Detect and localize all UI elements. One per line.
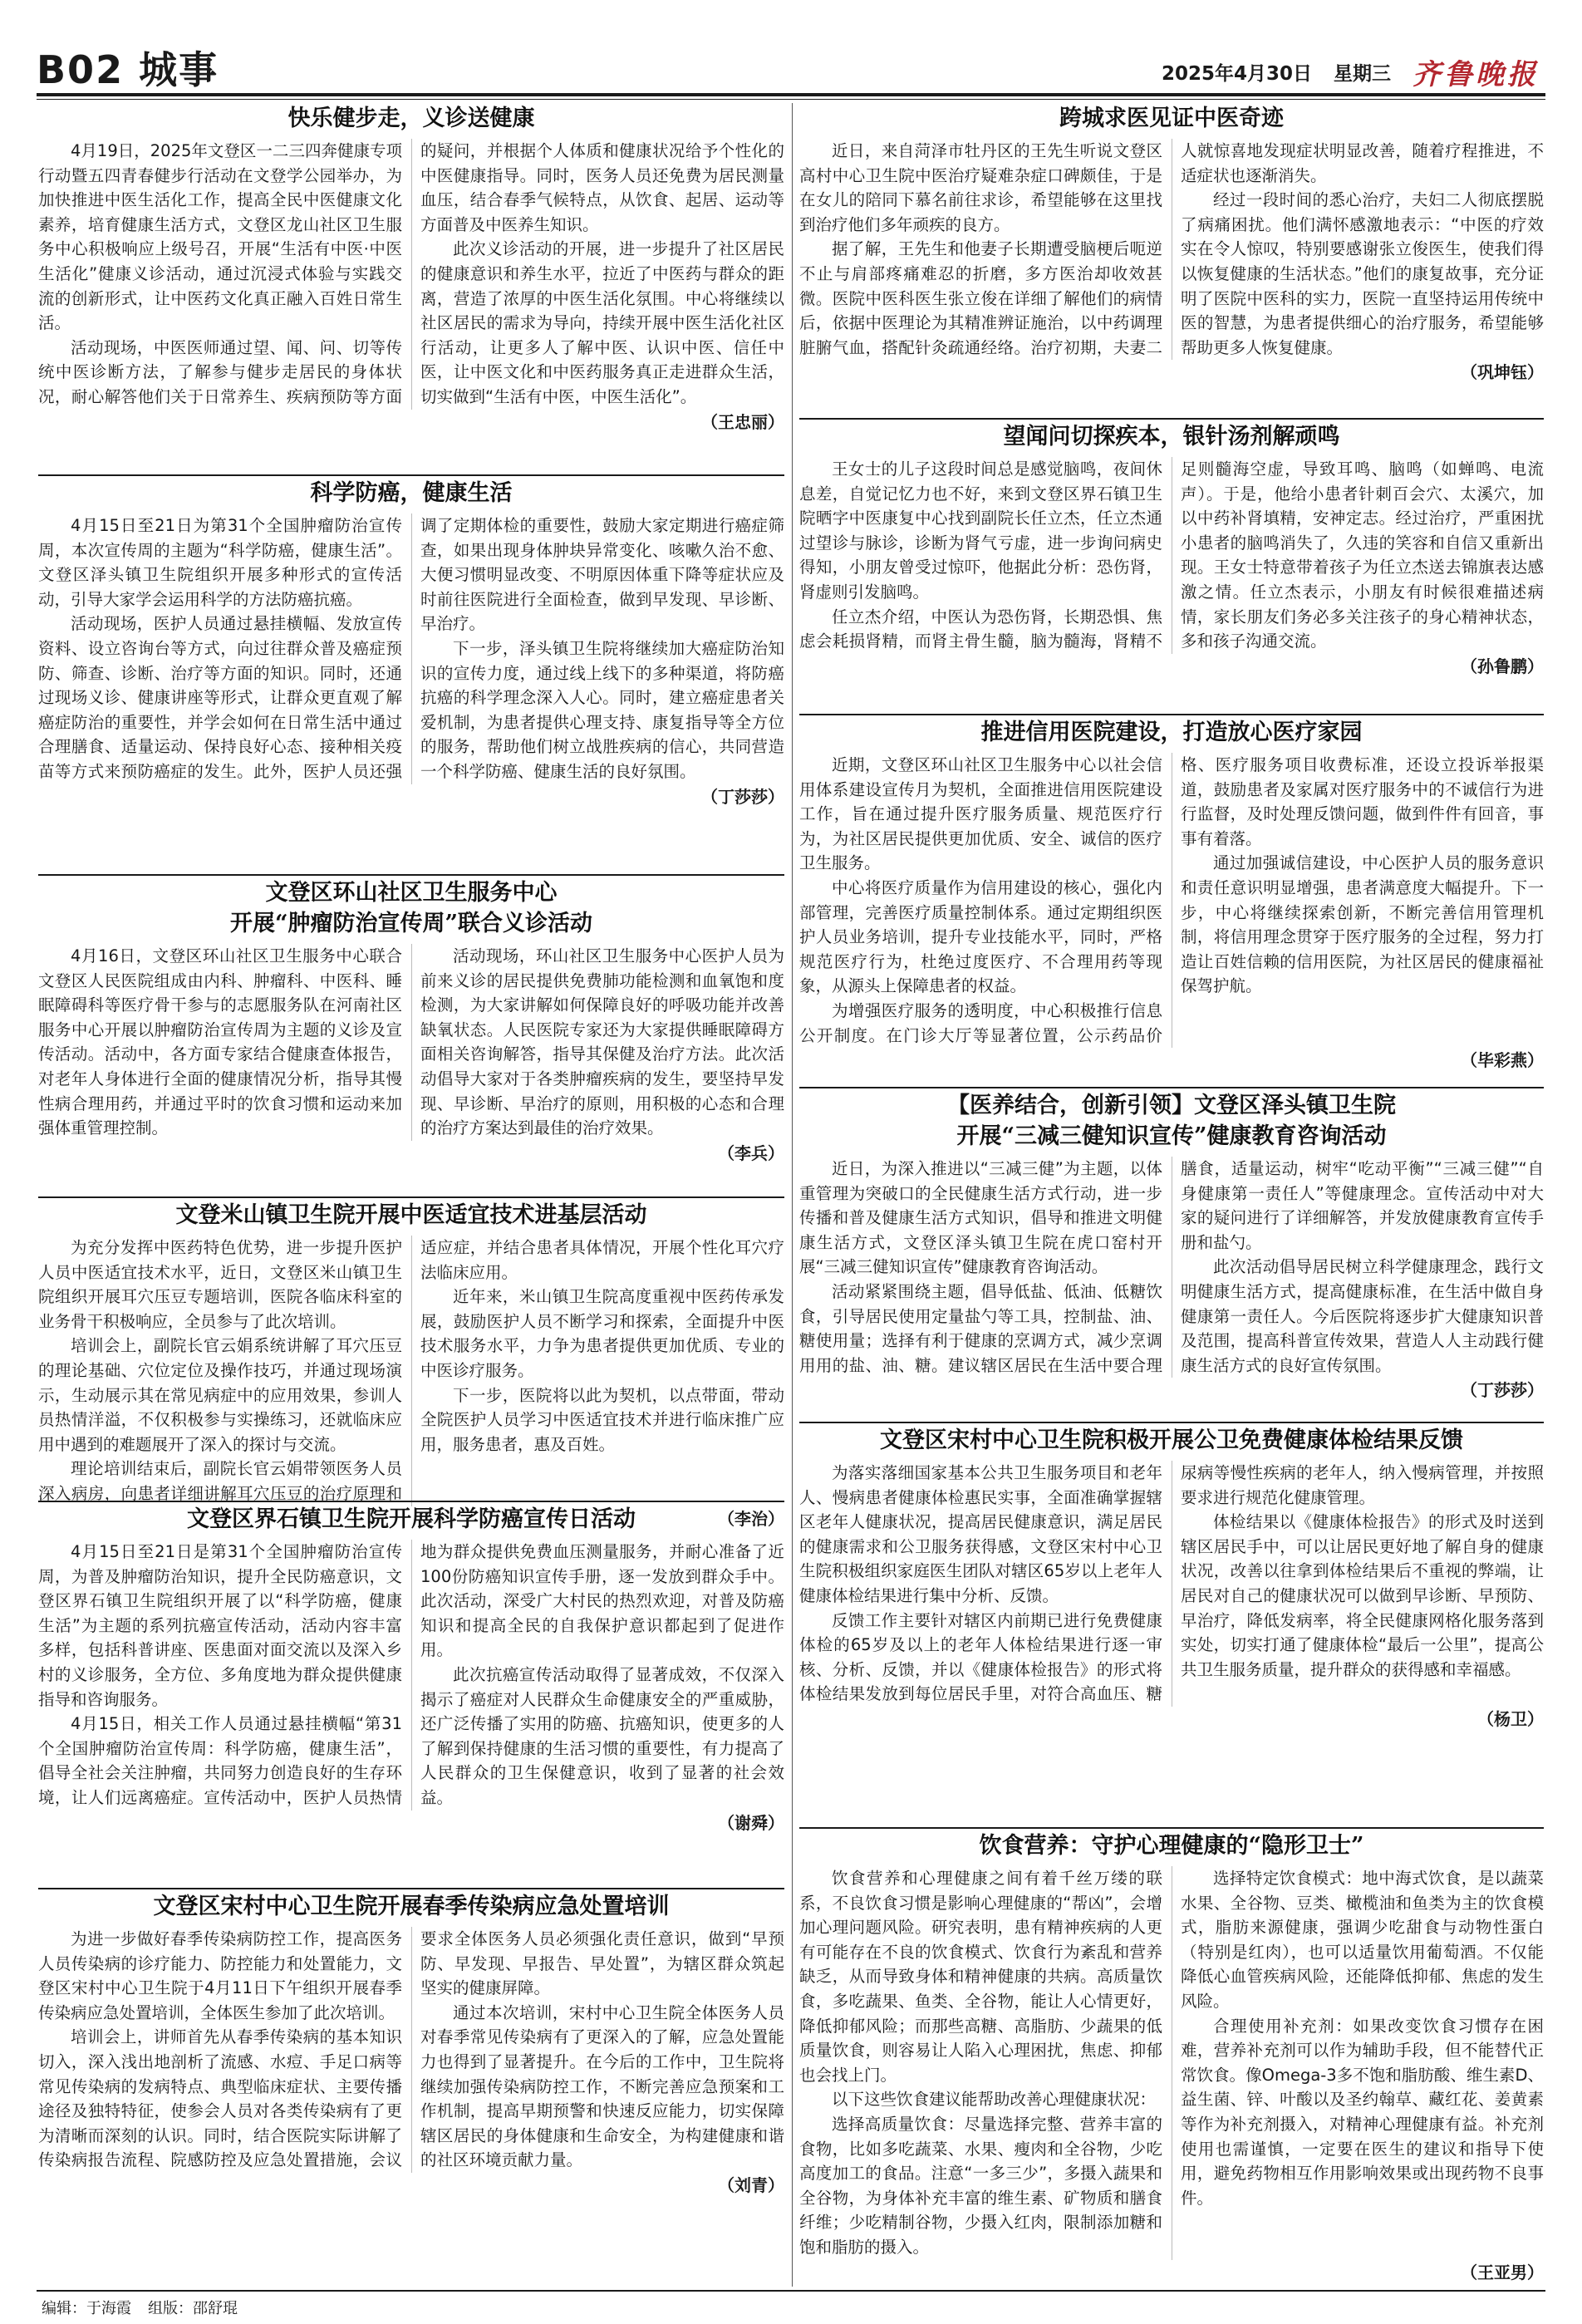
header-divider-thin [37, 99, 1545, 100]
article-paragraph: 近日，为深入推进以“三减三健”为主题，以体重管理为突破口的全民健康生活方式行动，进一步传播和普及健康生活方式知识，倡导和推进文明健康生活方式，文登区泽头镇卫生院在虎口窑村开展“三减三健知识宣传”健康教育咨询活动。 [799, 1159, 1162, 1277]
article-separator [38, 1501, 784, 1502]
article [799, 421, 1544, 712]
article-paragraph: 王女士的儿子这段时间总是感觉脑鸣，夜间休息差，自觉记忆力也不好，来到文登区界石镇卫生院晒字中医康复中心找到副院长任立杰，任立杰通过望诊与脉诊，诊断为肾气亏虚，进一步询问病史得知，小朋友曾受过惊吓，他据此分析：恐伤肾，肾虚则引发脑鸣。 [799, 459, 1162, 602]
article-paragraph: 任立杰介绍，中医认为恐伤肾，长期恐惧、焦虑会耗损肾精，而肾主骨生髓，脑为髓海，肾精不足则髓海空虚，导致耳鸣、脑鸣（如蝉鸣、电流声）。于是，他给小患者针刺百会穴、太溪穴，加以中药补肾填精，安神定志。经过治疗，严重困扰小患者的脑鸣消失了，久违的笑容和自信又重新出现。王女士特意带着孩子为任立杰送去锦旗表达感激之情。任立杰表示，小朋友有时候很难描述病情，家长朋友们务必多关注孩子的身心精神状态，多和孩子沟通交流。 [799, 459, 1544, 651]
article [38, 478, 784, 872]
article-paragraph: 活动现场，环山社区卫生服务中心医护人员为前来义诊的居民提供免费肺功能检测和血氧饱和度检测，为大家讲解如何保障良好的呼吸功能并改善缺氧状态。人民医院专家还为大家提供睡眠障碍方面相关咨询解答，指导其保健及治疗方法。此次活动倡导大家对于各类肿瘤疾病的发生，要坚持早发现、早诊断、早治疗的原则，用积极的心态和合理的治疗方案达到最佳的治疗效果。 [420, 946, 784, 1138]
article-separator [799, 714, 1544, 715]
article-body [38, 1236, 784, 1531]
article [799, 103, 1544, 416]
footer-divider [37, 2290, 1545, 2292]
article-paragraph: 选择特定饮食模式：地中海式饮食，是以蔬菜水果、全谷物、豆类、橄榄油和鱼类为主的饮食模式，脂肪来源健康，强调少吃甜食与动物性蛋白（特别是红肉），也可以适量饮用葡萄酒。不仅能降低心血管疾病风险，还能降低抑郁、焦虑的发生风险。 [1181, 1869, 1544, 2011]
article-separator [799, 1087, 1544, 1088]
article-paragraph: 近日，来自菏泽市牡丹区的王先生听说文登区高村中心卫生院中医治疗疑难杂症口碑颇佳，于是在女儿的陪同下慕名前往求诊，希望能够在这里找到治疗他们多年顽疾的良方。 [799, 141, 1162, 234]
article-byline: （谢舜） [718, 1812, 784, 1833]
article-title: 望闻问切探疾本，银针汤剂解顽鸣 [1003, 424, 1340, 450]
article-paragraph: 此次抗癌宣传活动取得了显著成效，不仅深入揭示了癌症对人民群众生命健康安全的严重威胁，还广泛传播了实用的防癌、抗癌知识，使更多的人了解到保持健康的生活习惯的重要性，有力提高了人民群众的卫生保健意识，收到了显著的社会效益。 [420, 1664, 784, 1807]
article-paragraph: 活动现场，中医医师通过望、闻、问、切等传统中医诊断方法，了解参与健步走居民的身体状况，耐心解答他们关于日常养生、疾病预防等方面的疑问，并根据个人体质和健康状况给予个性化的中医健康指导。同时，医务人员还免费为居民测量血压，结合春季气候特点，从饮食、起居、运动等方面普及中医养生知识。 [38, 141, 784, 406]
article-paragraph: 4月16日，文登区环山社区卫生服务中心联合文登区人民医院组成由内科、肿瘤科、中医科、睡眠障碍科等医疗骨干参与的志愿服务队在河南社区服务中心开展以肿瘤防治宣传周为主题的义诊及宣传活动。活动中，各方面专家结合健康查体报告，对老年人身体进行全面的健康情况分析，指导其慢性病合理用药，并通过平时的饮食习惯和运动来加强体重管理控制。 [38, 946, 402, 1138]
article [38, 1504, 784, 1886]
section-title: B02 城事 [37, 47, 219, 92]
article-title: 科学防癌，健康生活 [310, 480, 513, 506]
article-body [38, 1927, 784, 2198]
article-paragraph: 合理使用补充剂：如果改变饮食习惯存在困难，营养补充剂可以作为辅助手段，但不能替代正常饮食。像Omega-3多不饱和脂肪酸、维生素D、益生菌、锌、叶酸以及圣约翰草、藏红花、姜黄素等作为补充剂摄入，对精神心理健康有益。补充剂使用也需谨慎，一定要在医生的建议和指导下使用，避免药物相互作用影响效果或出现药物不良事件。 [1181, 2016, 1544, 2208]
article-title: 文登区宋村中心卫生院积极开展公卫免费健康体检结果反馈 [880, 1427, 1463, 1453]
article-byline: （刘青） [718, 2174, 784, 2195]
article-paragraph: 活动紧紧围绕主题，倡导低盐、低油、低糖饮食，引导居民使用定量盐勺等工具，控制盐、油、糖使用量；选择有利于健康的烹调方式，减少烹调用用的盐、油、糖。建议辖区居民在生活中要合理膳食，适量运动，树牢“吃动平衡”“三减三健”“自身健康第一责任人”等健康理念。宣传活动中对大家的疑问进行了详细解答，并发放健康教育宣传手册和盐勺。 [799, 1159, 1544, 1375]
article-paragraph: 培训会上，副院长官云娟系统讲解了耳穴压豆的理论基础、穴位定位及操作技巧，并通过现场演示，生动展示其在常见病症中的应用效果，参训人员热情洋溢，不仅积极参与实操练习，还就临床应用中遇到的难题展开了深入的探讨与交流。 [38, 1336, 402, 1454]
article-paragraph: 培训会上，讲师首先从春季传染病的基本知识切入，深入浅出地剖析了流感、水痘、手足口病等常见传染病的发病特点、典型临床症状、主要传播途径及独特特征，使参会人员对各类传染病有了更为清晰而深刻的认识。同时，结合医院实际讲解了传染病报告流程、院感防控及应急处置措施，会议要求全体医务人员必须强化责任意识，做到“早预防、早发现、早报告、早处置”，为辖区群众筑起坚实的健康屏障。 [38, 1929, 784, 2170]
article-paragraph: 选择高质量饮食：尽量选择完整、营养丰富的食物，比如多吃蔬菜、水果、瘦肉和全谷物，少吃高度加工的食品。注意“一多三少”，多摄入蔬果和全谷物，为身体补充丰富的维生素、矿物质和膳食纤维；少吃精制谷物，少摄入红肉，限制添加糖和饱和脂肪的摄入。 [799, 2114, 1162, 2257]
article-separator [799, 1827, 1544, 1829]
article-byline: （毕彩燕） [1461, 1050, 1544, 1071]
article-title: 跨城求医见证中医奇迹 [1059, 106, 1284, 131]
newspaper-logo: 齐鲁晚报 [1412, 58, 1539, 91]
article-paragraph: 为落实落细国家基本公共卫生服务项目和老年人、慢病患者健康体检惠民实事，全面准确掌握辖区老年人健康状况，提高居民健康意识，满足居民的健康需求和公卫服务获得感，文登区宋村中心卫生院积极组织家庭医生团队对辖区65岁以上老年人健康体检结果进行集中分析、反馈。 [799, 1463, 1162, 1605]
article-subtitle: 开展“肿瘤防治宣传周”联合义诊活动 [229, 911, 593, 936]
footer-editor: 编辑：于海霞 [42, 2300, 131, 2317]
article-paragraph: 近年来，米山镇卫生院高度重视中医药传承发展，鼓励医护人员不断学习和探索，全面提升中医技术服务水平，力争为患者提供更加优质、专业的中医诊疗服务。 [420, 1287, 784, 1380]
article [38, 877, 784, 1195]
masthead [1162, 52, 1539, 92]
article-paragraph: 理论培训结束后，副院长官云娟带领医务人员深入病房，向患者详细讲解耳穴压豆的治疗原理和适应症，并结合患者具体情况，开展个性化耳穴疗法临床应用。 [38, 1238, 784, 1503]
article-paragraph: 通过加强诚信建设，中心医护人员的服务意识和责任意识明显增强，患者满意度大幅提升。下一步，中心将继续探索创新，不断完善信用管理机制，将信用理念贯穿于医疗服务的全过程，努力打造让百姓信赖的信用医院，为社区居民的健康福祉保驾护航。 [1181, 853, 1544, 996]
article-title: 文登区环山社区卫生服务中心 [265, 880, 558, 906]
article-subtitle: 开展“三减三健知识宣传”健康教育咨询活动 [956, 1123, 1387, 1149]
header-divider [37, 93, 1545, 96]
article-body [799, 457, 1544, 679]
article-separator [38, 1196, 784, 1198]
article-paragraph: 4月15日至21日是第31个全国肿瘤防治宣传周，为普及肿瘤防治知识，提升全民防癌意识，文登区界石镇卫生院组织开展了以“科学防癌，健康生活”为主题的系列抗癌宣传活动，活动内容丰富多样，包括科普讲座、医患面对面交流以及深入乡村的义诊服务，全方位、多角度地为群众提供健康指导和咨询服务。 [38, 1542, 402, 1709]
article-paragraph: 为增强医疗服务的透明度，中心积极推行信息公开制度。在门诊大厅等显著位置，公示药品价格、医疗服务项目收费标准，还设立投诉举报渠道，鼓励患者及家属对医疗服务中的不诚信行为进行监督，及时处理反馈问题，做到件件有回音，事事有着落。 [799, 755, 1544, 1045]
article-body [38, 513, 784, 809]
article-paragraph: 反馈工作主要针对辖区内前期已进行免费健康体检的65岁及以上的老年人体检结果进行逐一审核、分析、反馈，并以《健康体检报告》的形式将体检结果发放到每位居民手里，对符合高血压、糖尿病等慢性疾病的老年人，纳入慢病管理，并按照要求进行规范化健康管理。 [799, 1463, 1544, 1704]
article-title: 推进信用医院建设，打造放心医疗家园 [980, 720, 1363, 745]
article-title: 文登区界石镇卫生院开展科学防癌宣传日活动 [187, 1506, 636, 1532]
page-footer [42, 2297, 238, 2318]
article-byline: （巩坤钰） [1461, 362, 1544, 383]
article-title: 快乐健步走，义诊送健康 [287, 106, 535, 131]
article-paragraph: 此次义诊活动的开展，进一步提升了社区居民的健康意识和养生水平，拉近了中医药与群众的距离，营造了浓厚的中医生活化氛围。中心将继续以社区居民的需求为导向，持续开展中医生活化社区行活动，让更多人了解中医、认识中医、信任中医，让中医文化和中医药服务真正走进群众生活，切实做到“生活有中医，中医生活化”。 [420, 239, 784, 406]
article-paragraph: 经过一段时间的悉心治疗，夫妇二人彻底摆脱了病痛困扰。他们满怀感激地表示：“中医的疗效实在令人惊叹，特别要感谢张立俊医生，使我们得以恢复健康的生活状态。”他们的康复故事，充分证明了医院中医科的实力，医院一直坚持运用传统中医的智慧，为患者提供细心的治疗服务，希望能够帮助更多人恢复健康。 [1181, 190, 1544, 357]
article-paragraph: 通过本次培训，宋村中心卫生院全体医务人员对春季常见传染病有了更深入的了解，应急处置能力也得到了显著提升。在今后的工作中，卫生院将继续加强传染病防控工作，不断完善应急预案和工作机制，提高早期预警和快速反应能力，切实保障辖区居民的身体健康和生命安全，为构建健康和谐的社区环境贡献力量。 [420, 2002, 784, 2170]
article-byline: （孙鲁鹏） [1461, 656, 1544, 676]
article-title: 文登区宋村中心卫生院开展春季传染病应急处置培训 [153, 1894, 670, 1919]
article-paragraph: 中心将医疗质量作为信用建设的核心，强化内部管理，完善医疗质量控制体系。通过定期组织医护人员业务培训，提升专业技能水平，同时，严格规范医疗行为，杜绝过度医疗、不合理用药等现象，从源头上保障患者的权益。 [799, 877, 1162, 996]
article-body [799, 1157, 1544, 1403]
article-byline: （丁莎莎） [1461, 1380, 1544, 1401]
issue-weekday: 星期三 [1334, 63, 1391, 85]
article-byline: （李治） [718, 1508, 784, 1529]
article-title: 饮食营养：守护心理健康的“隐形卫士” [979, 1833, 1364, 1859]
article-paragraph: 近期，文登区环山社区卫生服务中心以社会信用体系建设宣传月为契机，全面推进信用医院建设工作，旨在通过提升医疗服务质量、规范医疗行为，为社区居民提供更加优质、安全、诚信的医疗卫生服务。 [799, 755, 1162, 873]
article-body [38, 1540, 784, 1835]
issue-date: 2025年4月30日 [1161, 63, 1312, 85]
article-paragraph: 4月15日，相关工作人员通过悬挂横幅“第31个全国肿瘤防治宣传周：科学防癌，健康生活”，倡导全社会关注肿瘤，共同努力创造良好的生存环境，让人们远离癌症。宣传活动中，医护人员热情地为群众提供免费血压测量服务，并耐心准备了近100份防癌知识宣传手册，逐一发放到群众手中。此次活动，深受广大村民的热烈欢迎，对普及防癌知识和提高全民的自我保护意识都起到了促进作用。 [38, 1542, 784, 1807]
article-separator [799, 418, 1544, 420]
article-title: 文登米山镇卫生院开展中医适宜技术进基层活动 [175, 1202, 647, 1228]
article-separator [38, 874, 784, 876]
article-paragraph: 此次活动倡导居民树立科学健康理念，践行文明健康生活方式，提高健康标准，在生活中做自身健康第一责任人。今后医院将逐步扩大健康知识普及范围，提高科普宣传效果，营造人人主动践行健康生活方式的良好宣传氛围。 [1181, 1257, 1544, 1375]
article-separator [799, 1422, 1544, 1423]
article-body [38, 139, 784, 435]
article-paragraph: 饮食营养和心理健康之间有着千丝万缕的联系，不良饮食习惯是影响心理健康的“帮凶”，会增加心理问题风险。研究表明，患有精神疾病的人更有可能存在不良的饮食模式、饮食行为紊乱和营养缺乏，从而导致身体和精神健康的共病。高质量饮食，多吃蔬果、鱼类、全谷物，能让人心情更好，降低抑郁风险；而那些高糖、高脂肪、少蔬果的低质量饮食，则容易让人陷入心理困扰，焦虑、抑郁也会找上门。 [799, 1869, 1162, 2085]
article-paragraph: 据了解，王先生和他妻子长期遭受脑梗后呃逆不止与肩部疼痛难忍的折磨，多方医治却收效甚微。医院中医科医生张立俊在详细了解他们的病情后，依据中医理论为其精准辨证施治，以中药调理脏腑气血，搭配针灸疏通经络。治疗初期，夫妻二人就惊喜地发现症状明显改善，随着疗程推进，不适症状也逐渐消失。 [799, 141, 1544, 357]
article [799, 1830, 1544, 2285]
article-byline: （李兵） [718, 1142, 784, 1163]
article-paragraph: 4月19日，2025年文登区一二三四奔健康专项行动暨五四青春健步行活动在文登学公园举办，为加快推进中医生活化工作，提高全民中医健康文化素养，培育健康生活方式，文登区龙山社区卫生服务中心积极响应上级号召，开展“生活有中医·中医生活化”健康义诊活动，通过沉浸式体验与实践交流的创新形式，让中医药文化真正融入百姓日常生活。 [38, 141, 402, 333]
article [799, 1425, 1544, 1825]
article-separator [38, 474, 784, 476]
article-paragraph: 为充分发挥中医药特色优势，进一步提升医护人员中医适宜技术水平，近日，文登区米山镇卫生院组织开展耳穴压豆专题培训，医院各临床科室的业务骨干积极响应，全员参与了此次培训。 [38, 1238, 402, 1331]
article [799, 717, 1544, 1085]
article-paragraph: 下一步，泽头镇卫生院将继续加大癌症防治知识的宣传力度，通过线上线下的多种渠道，将防癌抗癌的科学理念深入人心。同时，建立癌症患者关爱机制，为患者提供心理支持、康复指导等全方位的服务，帮助他们树立战胜疾病的信心，共同营造一个科学防癌、健康生活的良好氛围。 [420, 638, 784, 781]
article-paragraph: 体检结果以《健康体检报告》的形式及时送到辖区居民手中，可以让居民更好地了解自身的健康状况，改善以往拿到体检结果后不重视的弊端，让居民对自己的健康状况可以做到早诊断、早预防、早治疗，降低发病率，将全民健康网格化服务落到实处，切实打通了健康体检“最后一公里”，提高公共卫生服务质量，提升群众的获得感和幸福感。 [1181, 1512, 1544, 1679]
article [799, 1090, 1544, 1420]
article-paragraph: 下一步，医院将以此为契机，以点带面，带动全院医护人员学习中医适宜技术并进行临床推广应用，服务患者，惠及百姓。 [420, 1385, 784, 1454]
article-body [38, 944, 784, 1166]
article-separator [38, 1888, 784, 1889]
article-byline: （杨卫） [1477, 1708, 1544, 1729]
footer-layout: 组版：邵舒琨 [148, 2300, 238, 2317]
article-title: 【医养结合，创新引领】文登区泽头镇卫生院 [947, 1093, 1396, 1118]
article-body [799, 1461, 1544, 1732]
article [38, 1891, 784, 2285]
article-paragraph: 为进一步做好春季传染病防控工作，提高医务人员传染病的诊疗能力、防控能力和处置能力，文登区宋村中心卫生院于4月11日下午组织开展春季传染病应急处置培训，全体医生参加了此次培训。 [38, 1929, 402, 2022]
article-paragraph: 活动现场，医护人员通过悬挂横幅、发放宣传资料、设立咨询台等方式，向过往群众普及癌症预防、筛查、诊断、治疗等方面的知识。同时，还通过现场义诊、健康讲座等形式，让群众更直观了解癌症防治的重要性，并学会如何在日常生活中通过合理膳食、适量运动、保持良好心态、接种相关疫苗等方式来预防癌症的发生。此外，医护人员还强调了定期体检的重要性，鼓励大家定期进行癌症筛查，如果出现身体肿块异常变化、咳嗽久治不愈、大便习惯明显改变、不明原因体重下降等症状应及时前往医院进行全面检查，做到早发现、早诊断、早治疗。 [38, 516, 784, 781]
article-body [799, 753, 1544, 1073]
article-byline: （丁莎莎） [701, 786, 784, 807]
article [38, 103, 784, 473]
article-byline: （王亚男） [1461, 2262, 1544, 2282]
article-body [799, 139, 1544, 385]
article-paragraph: 4月15日至21日为第31个全国肿瘤防治宣传周，本次宣传周的主题为“科学防癌，健康生活”。文登区泽头镇卫生院组织开展多种形式的宣传活动，引导大家学会运用科学的方法防癌抗癌。 [38, 516, 402, 609]
article-paragraph: 以下这些饮食建议能帮助改善心理健康状况： [832, 2090, 1157, 2110]
article-byline: （王忠丽） [701, 411, 784, 432]
column-divider [792, 103, 793, 2287]
article-body [799, 1866, 1544, 2285]
